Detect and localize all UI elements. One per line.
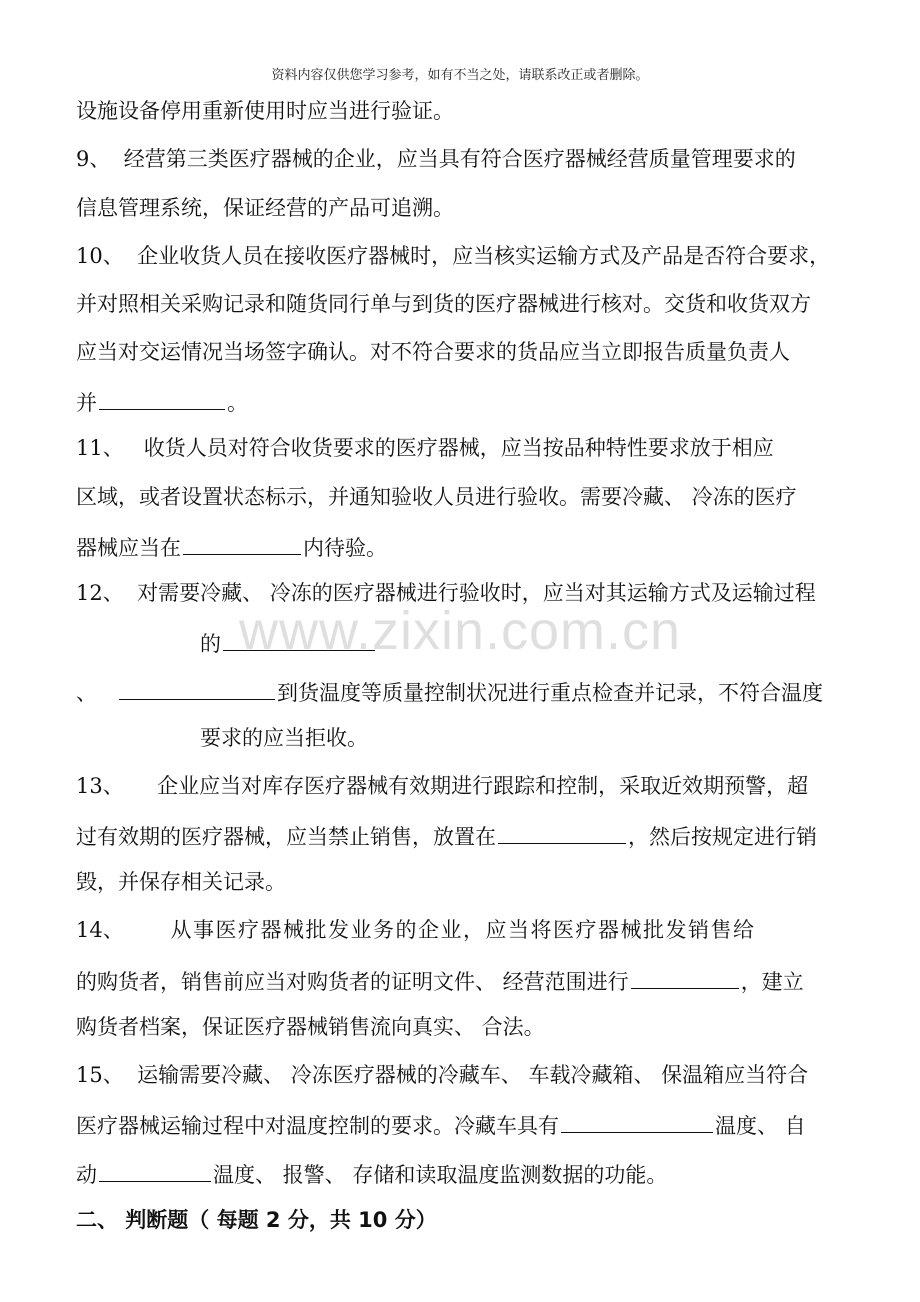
question-14-line-2: 的购货者，销售前应当对购货者的证明文件、 经营范围进行 ，建立 bbox=[76, 964, 804, 994]
question-15-line-1: 15、 运输需要冷藏、 冷冻医疗器械的冷藏车、 车载冷藏箱、 保温箱应当符合 bbox=[76, 1063, 809, 1087]
question-9-line-2: 信息管理系统，保证经营的产品可追溯。 bbox=[76, 196, 454, 220]
question-12-line-4: 要求的应当拒收。 bbox=[200, 726, 368, 750]
section-heading-true-false: 二、 判断题（ 每题 2 分，共 10 分） bbox=[76, 1208, 437, 1232]
answer-blank bbox=[631, 964, 739, 989]
question-15-line-2: 医疗器械运输过程中对温度控制的要求。冷藏车具有 温度、 自 bbox=[76, 1108, 806, 1138]
question-10-line-4: 并 。 bbox=[76, 385, 248, 415]
question-10-line-1: 10、 企业收货人员在接收医疗器械时，应当核实运输方式及产品是否符合要求， bbox=[76, 244, 831, 268]
page-header-disclaimer: 资料内容仅供您学习参考，如有不当之处，请联系改正或者删除。 bbox=[271, 68, 649, 83]
question-13-line-2: 过有效期的医疗器械，应当禁止销售，放置在 ，然后按规定进行销 bbox=[76, 819, 817, 849]
question-15-line-3: 动 温度、 报警、 存储和读取温度监测数据的功能。 bbox=[76, 1157, 667, 1187]
question-10-line-3: 应当对交运情况当场签字确认。对不符合要求的货品应当立即报告质量负责人 bbox=[76, 340, 790, 364]
answer-blank bbox=[223, 626, 375, 651]
text-line: 设施设备停用重新使用时应当进行验证。 bbox=[76, 99, 454, 123]
question-13-line-1: 13、 企业应当对库存医疗器械有效期进行跟踪和控制，采取近效期预警，超 bbox=[76, 774, 809, 798]
question-12-line-2: 的 bbox=[200, 626, 377, 656]
answer-blank bbox=[99, 1157, 211, 1182]
question-11-line-3: 器械应当在 内待验。 bbox=[76, 530, 387, 560]
answer-blank bbox=[183, 530, 301, 555]
answer-blank bbox=[119, 675, 275, 700]
question-11-line-2: 区域，或者设置状态标示，并通知验收人员进行验收。需要冷藏、 冷冻的医疗 bbox=[76, 485, 797, 509]
question-11-line-1: 11、 收货人员对符合收货要求的医疗器械，应当按品种特性要求放于相应 bbox=[76, 436, 774, 460]
question-10-line-2: 并对照相关采购记录和随货同行单与到货的医疗器械进行核对。交货和收货双方 bbox=[76, 292, 811, 316]
answer-blank bbox=[99, 385, 225, 410]
question-9-line-1: 9、 经营第三类医疗器械的企业，应当具有符合医疗器械经营质量管理要求的 bbox=[76, 147, 796, 171]
question-14-line-1: 14、 从事医疗器械批发业务的企业，应当将医疗器械批发销售给 bbox=[76, 918, 756, 942]
question-12-line-3: 、 到货温度等质量控制状况进行重点检查并记录，不符合温度 bbox=[76, 675, 823, 705]
question-14-line-3: 购货者档案，保证医疗器械销售流向真实、 合法。 bbox=[76, 1015, 545, 1039]
question-13-line-3: 毁，并保存相关记录。 bbox=[76, 870, 286, 894]
answer-blank bbox=[498, 819, 626, 844]
answer-blank bbox=[561, 1108, 713, 1133]
watermark: www.zixin.com.cn bbox=[238, 601, 682, 661]
question-12-line-1: 12、 对需要冷藏、 冷冻的医疗器械进行验收时，应当对其运输方式及运输过程 bbox=[76, 581, 816, 605]
